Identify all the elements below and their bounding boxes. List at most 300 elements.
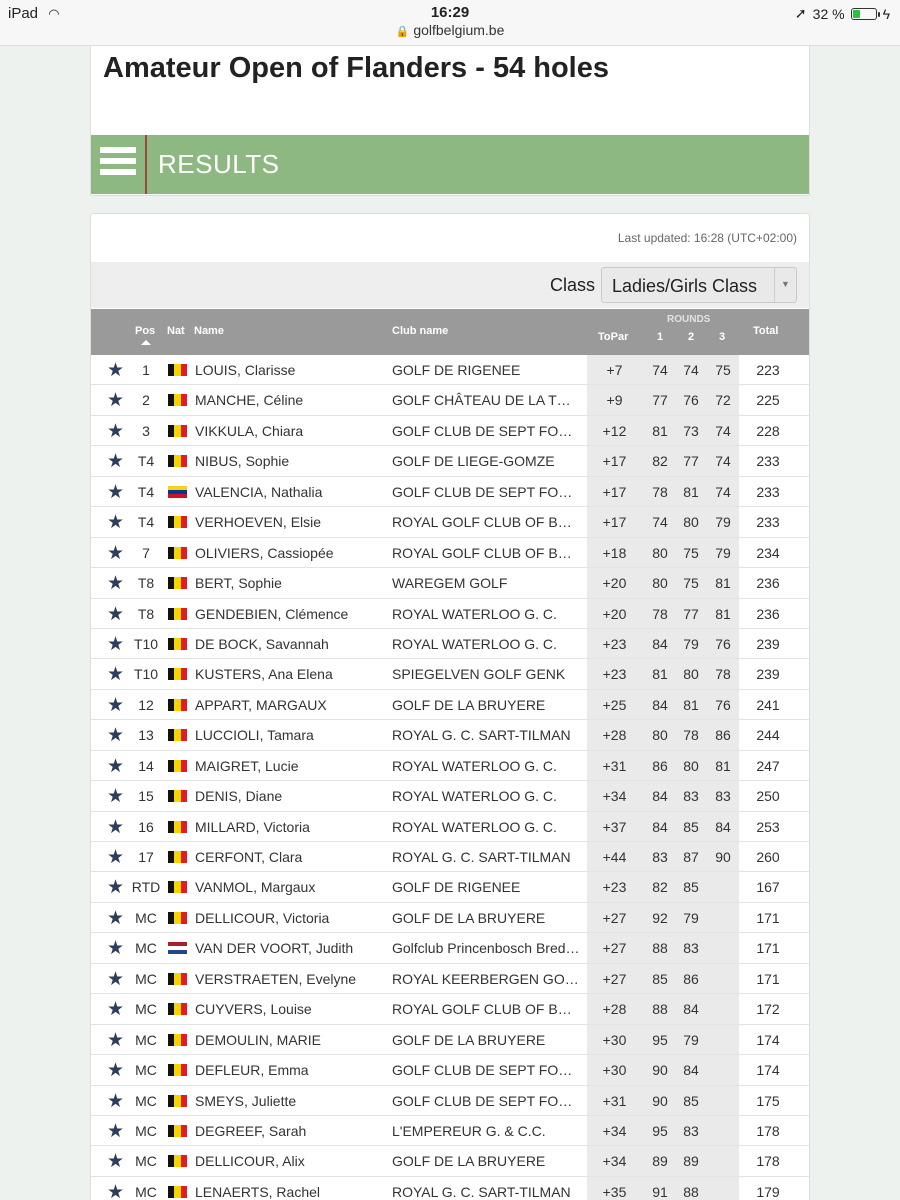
table-row[interactable]	[91, 568, 809, 598]
cell-round-2: 76	[683, 392, 699, 409]
cell-round-1: 95	[652, 1031, 668, 1048]
cell-name[interactable]: VIKKULA, Chiara	[195, 422, 304, 439]
cell-total: 225	[756, 392, 780, 409]
cell-pos: T8	[137, 605, 155, 622]
cell-round-1: 83	[652, 849, 668, 865]
cell-club: WAREGEM GOLF	[392, 575, 508, 592]
cell-name[interactable]: VERSTRAETEN, Evelyne	[195, 970, 357, 987]
url-text: golfbelgium.be	[413, 22, 505, 38]
favorite-star-icon[interactable]: ★	[107, 755, 125, 777]
cell-round-2: 74	[683, 362, 699, 378]
cell-round-3: 78	[715, 666, 731, 683]
cell-round-3: 90	[715, 849, 731, 865]
cell-round-3: 76	[715, 696, 731, 713]
cell-club: GOLF CLUB DE SEPT FO…	[392, 1092, 573, 1109]
table-row[interactable]	[91, 1025, 809, 1055]
cell-name[interactable]: DEFLEUR, Emma	[195, 1062, 309, 1079]
table-row[interactable]	[91, 842, 809, 872]
favorite-star-icon[interactable]: ★	[107, 847, 125, 868]
cell-name[interactable]: SMEYS, Juliette	[195, 1092, 297, 1109]
cell-club: ROYAL WATERLOO G. C.	[392, 818, 557, 835]
cell-pos: MC	[135, 1183, 157, 1200]
cell-total: 171	[756, 909, 780, 926]
battery-percent: 32 %	[812, 5, 845, 22]
cell-round-3: 86	[715, 727, 731, 744]
table-row[interactable]	[91, 1086, 809, 1116]
header-card	[90, 46, 810, 196]
favorite-star-icon[interactable]: ★	[107, 451, 125, 473]
cell-name[interactable]: DE BOCK, Savannah	[195, 635, 329, 652]
cell-total: 223	[756, 362, 780, 378]
table-row[interactable]	[91, 538, 809, 568]
cell-total: 241	[756, 696, 780, 713]
cell-topar: +34	[602, 1122, 627, 1139]
cell-name[interactable]: DEMOULIN, MARIE	[195, 1031, 322, 1048]
flag-icon-be	[168, 394, 187, 406]
cell-round-2: 85	[683, 818, 699, 835]
table-row[interactable]	[91, 446, 809, 476]
cell-round-3: 74	[715, 483, 731, 500]
cell-round-2: 83	[683, 788, 699, 805]
cell-pos: T10	[133, 666, 159, 683]
favorite-star-icon[interactable]: ★	[107, 664, 125, 686]
cell-round-1: 77	[652, 392, 668, 409]
status-time: 16:29	[430, 4, 470, 21]
header-club[interactable]: Club name	[392, 325, 449, 337]
cell-round-2: 80	[683, 666, 699, 683]
cell-total: 247	[756, 757, 780, 774]
cell-name[interactable]: MANCHE, Céline	[195, 392, 304, 409]
cell-pos: T4	[137, 514, 155, 531]
header-round-1[interactable]: 1	[657, 331, 664, 343]
cell-round-1: 88	[652, 1001, 668, 1018]
favorite-star-icon[interactable]: ★	[107, 725, 125, 747]
cell-total: 236	[756, 605, 780, 622]
cell-topar: +31	[602, 757, 627, 774]
cell-round-3: 79	[715, 544, 731, 561]
flag-icon-be	[168, 455, 187, 467]
cell-round-1: 84	[652, 696, 668, 713]
cell-round-1: 91	[652, 1183, 668, 1200]
table-row[interactable]	[91, 1146, 809, 1176]
cell-topar: +17	[602, 514, 627, 531]
cell-club: Golfclub Princenbosch Bred…	[392, 940, 580, 957]
flag-icon-be	[168, 881, 187, 893]
cell-club: ROYAL WATERLOO G. C.	[392, 757, 557, 774]
flag-icon-be	[168, 1034, 187, 1046]
cell-topar: +9	[606, 392, 623, 409]
favorite-star-icon[interactable]: ★	[107, 938, 125, 960]
table-header	[91, 309, 809, 355]
table-row[interactable]	[91, 720, 809, 750]
cell-round-1: 92	[652, 909, 668, 926]
cell-total: 167	[756, 879, 780, 896]
cell-club: GOLF CLUB DE SEPT FO…	[392, 1062, 573, 1079]
cell-round-2: 78	[683, 727, 699, 744]
flag-icon-nl	[168, 942, 187, 954]
cell-topar: +7	[606, 362, 623, 378]
flag-icon-be	[168, 516, 187, 528]
cell-total: 239	[756, 666, 780, 683]
favorite-star-icon[interactable]: ★	[107, 542, 125, 564]
cell-pos: 15	[138, 788, 154, 805]
cell-topar: +27	[602, 940, 627, 957]
cell-total: 174	[756, 1062, 780, 1079]
cell-round-3: 74	[715, 422, 731, 439]
cell-round-2: 85	[683, 879, 699, 896]
cell-topar: +25	[602, 696, 627, 713]
cell-topar: +35	[602, 1183, 627, 1200]
favorite-star-icon[interactable]: ★	[107, 481, 125, 503]
table-row[interactable]	[91, 1177, 809, 1200]
cell-topar: +23	[602, 635, 627, 652]
favorite-star-icon[interactable]: ★	[107, 633, 125, 655]
flag-icon-be	[168, 1064, 187, 1076]
cell-total: 178	[756, 1122, 780, 1139]
cell-round-1: 86	[652, 757, 668, 774]
favorite-star-icon[interactable]: ★	[107, 573, 125, 595]
cell-club: GOLF CLUB DE SEPT FO…	[392, 483, 573, 500]
cell-pos: 17	[138, 849, 154, 865]
cell-club: ROYAL GOLF CLUB OF B…	[392, 1001, 572, 1018]
cell-total: 178	[756, 1153, 780, 1170]
table-row[interactable]	[91, 964, 809, 994]
favorite-star-icon[interactable]: ★	[107, 1090, 125, 1112]
cell-total: 250	[756, 788, 780, 805]
flag-icon-be	[168, 577, 187, 589]
favorite-star-icon[interactable]: ★	[107, 877, 125, 899]
cell-round-3: 76	[715, 635, 731, 652]
class-select-value: Ladies/Girls Class	[612, 276, 758, 296]
table-row[interactable]	[91, 659, 809, 689]
table-row[interactable]	[91, 355, 809, 385]
flag-icon-be	[168, 425, 187, 437]
cell-name[interactable]: MILLARD, Victoria	[195, 818, 310, 835]
cell-round-1: 95	[652, 1122, 668, 1139]
favorite-star-icon[interactable]: ★	[107, 968, 125, 990]
cell-topar: +37	[602, 818, 627, 835]
cell-total: 233	[756, 514, 780, 531]
cell-topar: +28	[602, 727, 627, 744]
favorite-star-icon[interactable]: ★	[107, 1151, 125, 1173]
cell-round-2: 79	[683, 909, 699, 926]
cell-total: 179	[756, 1183, 780, 1200]
cell-pos: MC	[135, 1062, 157, 1079]
cell-pos: 1	[142, 362, 150, 378]
cell-topar: +30	[602, 1031, 627, 1048]
table-row[interactable]	[91, 751, 809, 781]
favorite-star-icon[interactable]: ★	[107, 1181, 125, 1200]
favorite-star-icon[interactable]: ★	[107, 420, 125, 442]
cell-pos: 16	[138, 818, 154, 835]
cell-name[interactable]: DEGREEF, Sarah	[195, 1122, 307, 1139]
sort-asc-icon	[141, 340, 151, 345]
cell-name[interactable]: LENAERTS, Rachel	[195, 1183, 321, 1200]
cell-pos: 3	[142, 422, 150, 439]
cell-round-1: 90	[652, 1092, 668, 1109]
cell-round-2: 83	[683, 1122, 699, 1139]
cell-pos: MC	[135, 1001, 157, 1018]
status-right	[795, 5, 890, 22]
flag-icon-be	[168, 1155, 187, 1167]
cell-pos: MC	[135, 1122, 157, 1139]
cell-round-1: 84	[652, 635, 668, 652]
cell-total: 233	[756, 483, 780, 500]
cell-round-3: 72	[715, 392, 731, 409]
battery-icon	[851, 8, 877, 20]
cell-round-2: 84	[683, 1062, 699, 1079]
cell-topar: +18	[602, 544, 627, 561]
cell-round-1: 81	[652, 666, 668, 683]
cell-round-3: 81	[715, 575, 731, 592]
cell-pos: MC	[135, 970, 157, 987]
cell-pos: 12	[138, 696, 154, 713]
flag-icon-be	[168, 668, 187, 680]
cell-round-3: 84	[715, 818, 731, 835]
header-round-3[interactable]: 3	[719, 331, 726, 343]
cell-club: GOLF DE LA BRUYERE	[392, 909, 546, 926]
header-pos[interactable]: Pos	[135, 325, 156, 337]
cell-topar: +28	[602, 1001, 627, 1018]
favorite-star-icon[interactable]: ★	[107, 603, 125, 625]
cell-pos: MC	[135, 909, 157, 926]
cell-name[interactable]: CUYVERS, Louise	[195, 1001, 312, 1018]
cell-topar: +23	[602, 666, 627, 683]
cell-total: 236	[756, 575, 780, 592]
cell-round-2: 80	[683, 757, 699, 774]
cell-club: GOLF DE RIGENEE	[392, 362, 521, 378]
cell-pos: MC	[135, 940, 157, 957]
flag-icon-be	[168, 608, 187, 620]
cell-topar: +34	[602, 1153, 627, 1170]
favorite-star-icon[interactable]: ★	[107, 816, 125, 838]
favorite-star-icon[interactable]: ★	[107, 1120, 125, 1142]
cell-club: ROYAL G. C. SART-TILMAN	[392, 727, 571, 744]
cell-total: 175	[756, 1092, 780, 1109]
table-row[interactable]	[91, 812, 809, 842]
cell-topar: +23	[602, 879, 627, 896]
results-table-body	[91, 355, 809, 1200]
location-icon: ➚	[794, 5, 807, 21]
table-row[interactable]	[91, 1116, 809, 1146]
cell-round-2: 81	[683, 696, 699, 713]
flag-icon-co	[168, 486, 187, 498]
cell-pos: 2	[142, 392, 150, 409]
table-row[interactable]	[91, 599, 809, 629]
menu-icon[interactable]	[100, 147, 136, 183]
page-title: Amateur Open of Flanders - 54 holes	[103, 52, 609, 84]
table-row[interactable]	[91, 781, 809, 811]
cell-round-1: 80	[652, 544, 668, 561]
cell-round-1: 84	[652, 818, 668, 835]
cell-name[interactable]: APPART, MARGAUX	[195, 696, 327, 713]
cell-topar: +27	[602, 970, 627, 987]
results-card	[90, 213, 810, 1200]
class-select[interactable]	[601, 267, 797, 303]
table-row[interactable]	[91, 385, 809, 415]
cell-total: 253	[756, 818, 780, 835]
cell-club: L'EMPEREUR G. & C.C.	[392, 1122, 546, 1139]
cell-club: GOLF DE LA BRUYERE	[392, 696, 546, 713]
table-row[interactable]	[91, 903, 809, 933]
favorite-star-icon[interactable]: ★	[107, 1060, 125, 1082]
cell-name[interactable]: VALENCIA, Nathalia	[195, 483, 323, 500]
favorite-star-icon[interactable]: ★	[107, 390, 125, 412]
cell-total: 233	[756, 453, 780, 470]
favorite-star-icon[interactable]: ★	[107, 1029, 125, 1051]
cell-round-1: 74	[652, 514, 668, 531]
cell-name[interactable]: NIBUS, Sophie	[195, 453, 290, 470]
flag-icon-be	[168, 547, 187, 559]
status-bar	[0, 0, 900, 46]
table-row[interactable]	[91, 629, 809, 659]
table-row[interactable]	[91, 872, 809, 902]
table-row[interactable]	[91, 994, 809, 1024]
header-rounds: ROUNDS	[667, 314, 711, 325]
cell-round-1: 89	[652, 1153, 668, 1170]
cell-total: 239	[756, 635, 780, 652]
cell-total: 171	[756, 940, 780, 957]
cell-topar: +17	[602, 483, 627, 500]
cell-pos: 13	[138, 727, 154, 744]
cell-name[interactable]: LOUIS, Clarisse	[195, 362, 296, 378]
cell-round-2: 81	[683, 483, 699, 500]
cell-pos: T10	[133, 635, 159, 652]
cell-name[interactable]: CERFONT, Clara	[195, 849, 303, 865]
cell-round-1: 82	[652, 879, 668, 896]
favorite-star-icon[interactable]: ★	[107, 360, 125, 381]
cell-round-2: 89	[683, 1153, 699, 1170]
flag-icon-be	[168, 729, 187, 741]
favorite-star-icon[interactable]: ★	[107, 786, 125, 808]
charging-icon: ϟ	[882, 5, 890, 22]
cell-topar: +44	[602, 849, 627, 865]
cell-pos: MC	[135, 1092, 157, 1109]
cell-round-3: 74	[715, 453, 731, 470]
cell-total: 244	[756, 727, 780, 744]
cell-club: ROYAL G. C. SART-TILMAN	[392, 1183, 571, 1200]
cell-name[interactable]: LUCCIOLI, Tamara	[195, 727, 314, 744]
cell-round-1: 88	[652, 940, 668, 957]
cell-round-1: 82	[652, 453, 668, 470]
cell-name[interactable]: DELLICOUR, Alix	[195, 1153, 305, 1170]
cell-club: ROYAL WATERLOO G. C.	[392, 605, 557, 622]
cell-round-1: 81	[652, 422, 668, 439]
wifi-icon: ◠	[48, 6, 60, 21]
header-nat[interactable]: Nat	[167, 325, 185, 337]
cell-round-2: 87	[683, 849, 699, 865]
class-label: Class	[549, 275, 595, 295]
cell-name[interactable]: DENIS, Diane	[195, 788, 283, 805]
cell-round-1: 74	[652, 362, 668, 378]
cell-name[interactable]: VERHOEVEN, Elsie	[195, 514, 322, 531]
cell-name[interactable]: OLIVIERS, Cassiopée	[195, 544, 334, 561]
cell-name[interactable]: KUSTERS, Ana Elena	[195, 666, 333, 683]
address-bar[interactable]	[0, 22, 900, 38]
cell-name[interactable]: BERT, Sophie	[195, 575, 282, 592]
cell-round-1: 90	[652, 1062, 668, 1079]
cell-total: 172	[756, 1001, 780, 1018]
cell-club: ROYAL WATERLOO G. C.	[392, 788, 557, 805]
cell-round-2: 73	[683, 422, 699, 439]
lock-icon: 🔒	[395, 26, 410, 38]
cell-round-3: 79	[715, 514, 731, 531]
cell-pos: MC	[135, 1031, 157, 1048]
cell-round-1: 80	[652, 727, 668, 744]
device-label: iPad	[8, 5, 39, 22]
cell-club: GOLF CLUB DE SEPT FO…	[392, 422, 573, 439]
cell-club: ROYAL KEERBERGEN GO…	[392, 970, 579, 987]
cell-name[interactable]: VANMOL, Margaux	[195, 879, 316, 896]
cell-name[interactable]: DELLICOUR, Victoria	[195, 909, 330, 926]
flag-icon-be	[168, 1003, 187, 1015]
cell-topar: +34	[602, 788, 627, 805]
cell-club: GOLF DE LA BRUYERE	[392, 1153, 546, 1170]
cell-name[interactable]: MAIGRET, Lucie	[195, 757, 299, 774]
cell-club: GOLF DE LIEGE-GOMZE	[392, 453, 555, 470]
table-row[interactable]	[91, 477, 809, 507]
favorite-star-icon[interactable]: ★	[107, 999, 125, 1021]
table-row[interactable]	[91, 690, 809, 720]
header-total[interactable]: Total	[753, 325, 779, 337]
cell-round-2: 79	[683, 635, 699, 652]
cell-topar: +27	[602, 909, 627, 926]
cell-pos: T4	[137, 483, 155, 500]
results-bar	[91, 135, 809, 194]
cell-pos: T8	[137, 575, 155, 592]
cell-round-1: 80	[652, 575, 668, 592]
dropdown-arrow-icon: ▼	[774, 268, 796, 302]
cell-club: SPIEGELVEN GOLF GENK	[392, 666, 566, 683]
table-row[interactable]	[91, 1055, 809, 1085]
cell-name[interactable]: GENDEBIEN, Clémence	[195, 605, 349, 622]
cell-total: 174	[756, 1031, 780, 1048]
cell-name[interactable]: VAN DER VOORT, Judith	[195, 940, 354, 957]
cell-round-2: 79	[683, 1031, 699, 1048]
table-row[interactable]	[91, 507, 809, 537]
header-round-2[interactable]: 2	[688, 331, 695, 343]
cell-club: ROYAL GOLF CLUB OF B…	[392, 544, 572, 561]
table-row[interactable]	[91, 416, 809, 446]
flag-icon-be	[168, 760, 187, 772]
menu-divider	[145, 135, 147, 194]
flag-icon-be	[168, 364, 187, 376]
cell-round-1: 85	[652, 970, 668, 987]
cell-topar: +30	[602, 1062, 627, 1079]
class-filter-bar	[91, 262, 809, 308]
favorite-star-icon[interactable]: ★	[107, 512, 125, 534]
cell-round-3: 83	[715, 788, 731, 805]
flag-icon-be	[168, 1125, 187, 1137]
header-name[interactable]: Name	[194, 325, 224, 337]
cell-round-2: 83	[683, 940, 699, 957]
cell-round-3: 81	[715, 605, 731, 622]
header-topar[interactable]: ToPar	[598, 331, 629, 343]
cell-round-2: 80	[683, 514, 699, 531]
cell-round-2: 84	[683, 1001, 699, 1018]
cell-round-2: 88	[683, 1183, 699, 1200]
favorite-star-icon[interactable]: ★	[107, 694, 125, 716]
cell-round-1: 78	[652, 483, 668, 500]
cell-pos: T4	[137, 453, 155, 470]
cell-club: GOLF DE LA BRUYERE	[392, 1031, 546, 1048]
cell-round-2: 77	[683, 453, 699, 470]
table-row[interactable]	[91, 933, 809, 963]
favorite-star-icon[interactable]: ★	[107, 907, 125, 929]
flag-icon-be	[168, 638, 187, 650]
cell-round-2: 85	[683, 1092, 699, 1109]
cell-club: ROYAL GOLF CLUB OF B…	[392, 514, 572, 531]
